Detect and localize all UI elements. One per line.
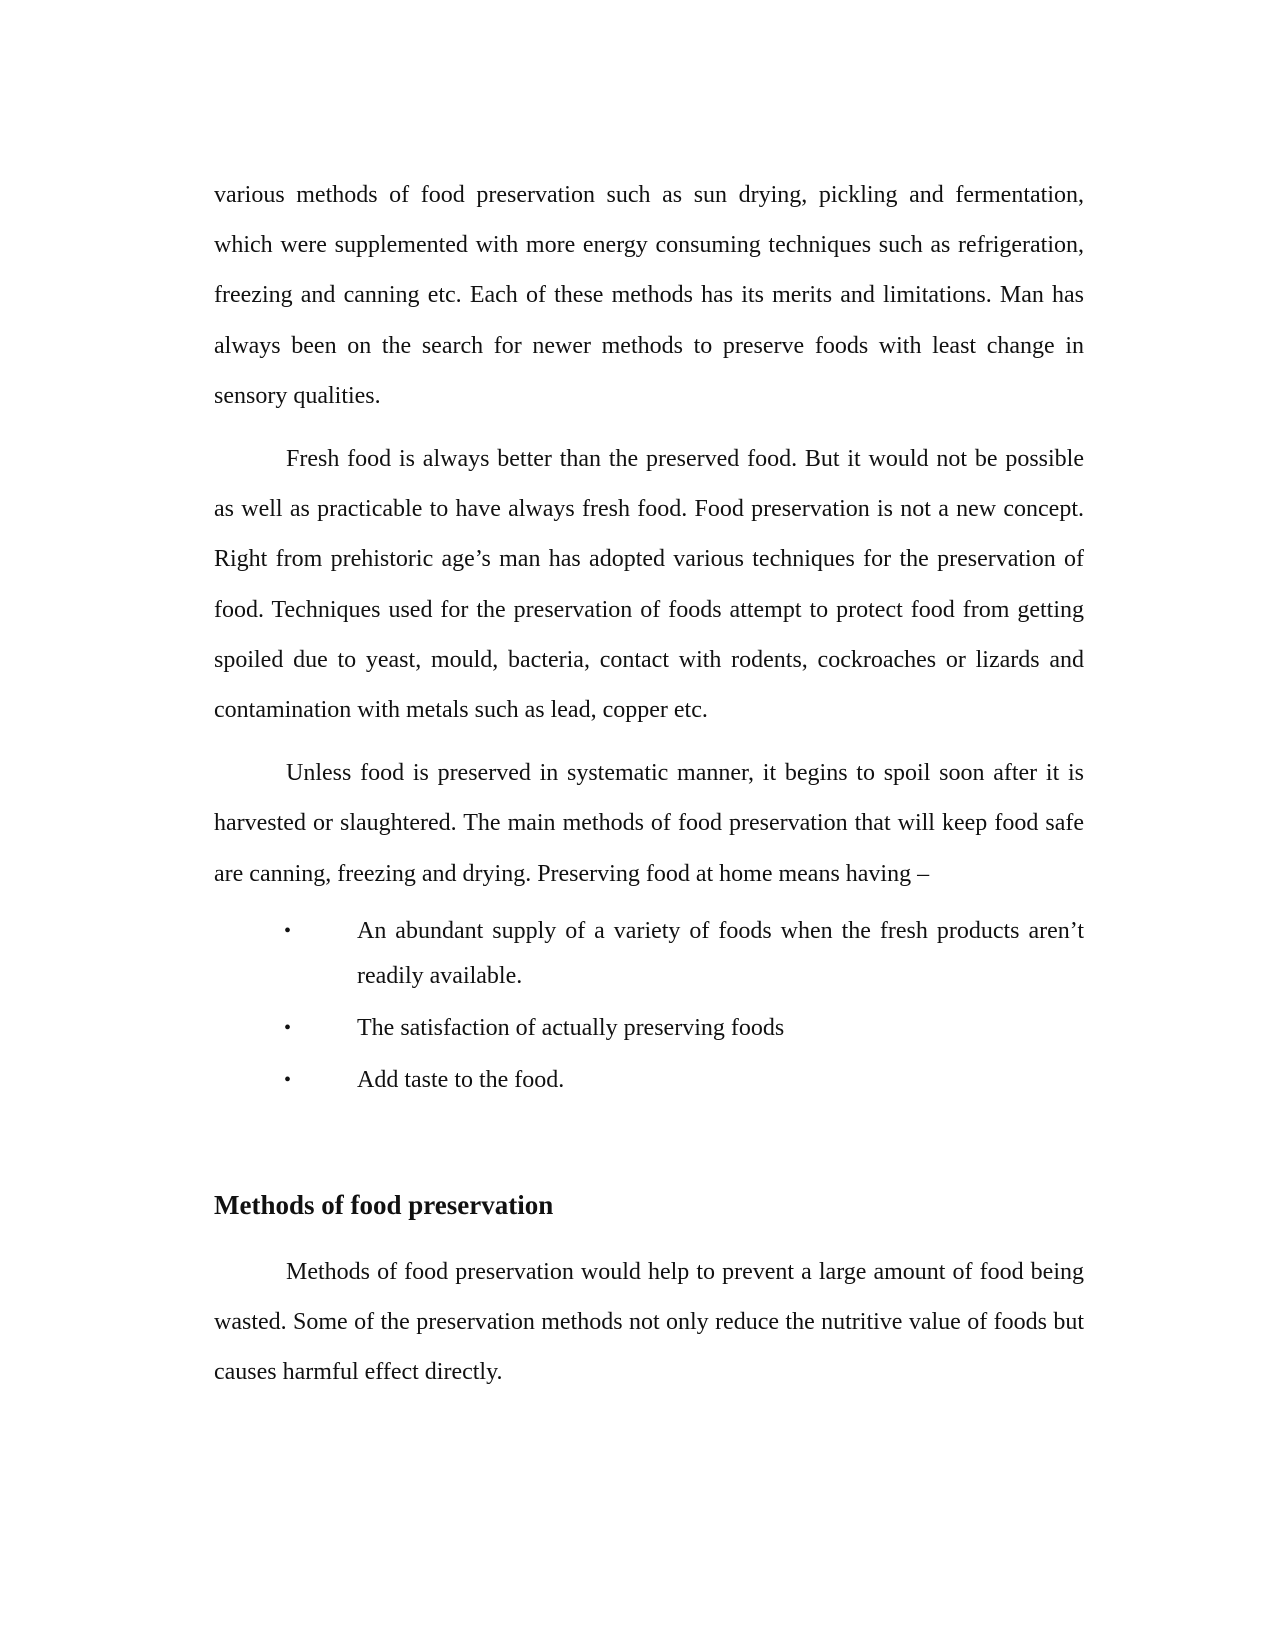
document-page — [214, 170, 1084, 1397]
list-item — [214, 909, 1084, 999]
list-item — [214, 1058, 1084, 1103]
section-heading: Methods of food preservation — [214, 1189, 554, 1220]
list-item-text: Add taste to the food. — [357, 1066, 565, 1093]
list-item — [214, 1006, 1084, 1051]
bullet-icon: • — [284, 1068, 292, 1091]
paragraph-methods-section: Methods of food preservation would help to prevent a large amount of food being wasted. Some of the preservation methods not only reduce the nutritive value of foods but causes harmful effect directly. — [214, 1258, 1084, 1386]
paragraph-unless-preserved: Unless food is preserved in systematic manner, it begins to spoil soon after it is harvested or slaughtered. The main methods of food preservation that will keep food safe are canning, freezing and drying. Preserving food at home means having – — [214, 760, 1084, 887]
paragraph-fresh-food: Fresh food is always better than the preserved food. But it would not be possible as well as practicable to have always fresh food. Food preservation is not a new concept. Right from prehistoric age’s man has adopted various techniques for the preservation of food. Techniques used for the preservation of foods attempt to protect food from getting spoiled due to yeast, mould, bacteria, contact with rodents, cockroaches or lizards and contamination with metals such as lead, copper etc. — [214, 446, 1084, 724]
benefits-list — [214, 909, 1084, 1103]
list-item-text: An abundant supply of a variety of foods when the fresh products aren’t readily available. — [357, 917, 1084, 989]
paragraph-methods-intro: various methods of food preservation such as sun drying, pickling and fermentation, which were supplemented with more energy consuming techniques such as refrigeration, freezing and canning etc. Each of these methods has its merits and limitations. Man has always been on the search for newer methods to preserve foods with least change in sensory qualities. — [214, 182, 1084, 409]
list-item-text: The satisfaction of actually preserving foods — [357, 1014, 785, 1041]
bullet-icon: • — [284, 1016, 292, 1039]
bullet-icon: • — [284, 919, 292, 942]
